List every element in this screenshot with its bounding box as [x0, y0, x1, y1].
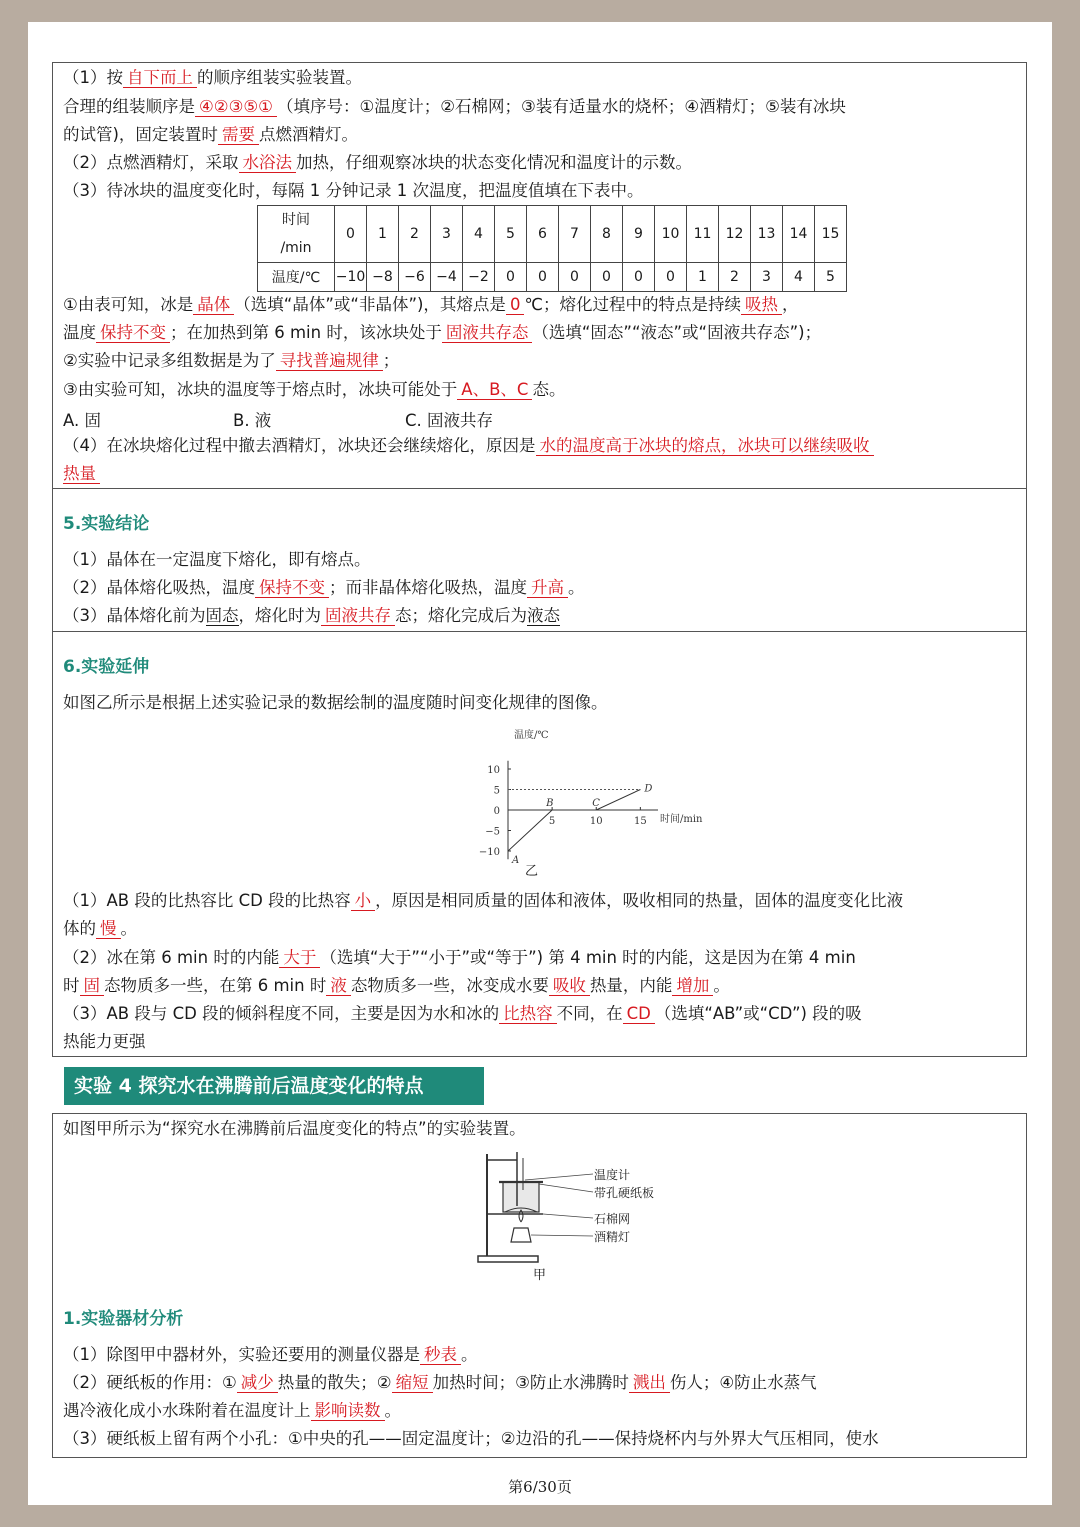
temp-cell: 0 — [623, 263, 655, 292]
temperature-table — [257, 205, 847, 292]
point-label-d: D — [644, 783, 653, 795]
text: 加热时间；③防止水沸腾时 — [432, 1373, 629, 1392]
answer-fill: 保持不变 — [255, 578, 329, 598]
answer-fill: 溅出 — [629, 1373, 670, 1393]
text: 热量，内能 — [589, 976, 673, 995]
conclusion-1-line — [63, 294, 798, 316]
extension-line-6 — [63, 1031, 146, 1053]
temp-cell: −2 — [463, 263, 495, 292]
point-label-a: A — [512, 855, 520, 866]
extension-line-5 — [63, 1003, 862, 1025]
text: /min — [280, 240, 312, 256]
point-label-b: B — [546, 798, 554, 809]
step-3-line — [63, 180, 643, 202]
conclusion-line-2 — [63, 577, 585, 599]
answer-fill: 大于 — [279, 948, 320, 968]
answer-fill: 吸收 — [549, 976, 590, 996]
text: （3）待冰块的温度变化时，每隔 1 分钟记录 1 次温度，把温度值填在下表中。 — [63, 181, 644, 200]
answer-fill: 吸热 — [741, 295, 782, 315]
time-cell: 14 — [783, 206, 815, 263]
text: （1）除图甲中器材外，实验还要用的测量仪器是 — [63, 1345, 420, 1364]
section-title: 6.实验延伸 — [63, 657, 150, 677]
x-axis-label: 时间/min — [660, 814, 703, 825]
text: 。 — [568, 578, 585, 597]
text: 如图甲所示为“探究水在沸腾前后温度变化的特点”的实验装置。 — [63, 1119, 526, 1138]
option-c: C. 固液共存 — [405, 411, 494, 430]
answer-fill: 固液共存 — [321, 606, 395, 626]
y-tick-label: 0 — [493, 806, 500, 817]
text: 遇冷液化成小水珠附着在温度计上 — [63, 1401, 311, 1420]
assembly-order-line-2 — [63, 124, 358, 146]
text: （1）按 — [63, 68, 123, 87]
answer-fill: 增加 — [672, 976, 713, 996]
temp-cell: 4 — [783, 263, 815, 292]
time-cell: 12 — [719, 206, 751, 263]
answer-fill: 固 — [80, 976, 105, 996]
answer-fill: 慢 — [96, 919, 121, 939]
text: ， — [781, 295, 799, 314]
text: 。 — [713, 976, 730, 995]
text: 温度 — [63, 323, 96, 342]
conclusion-line-3 — [63, 605, 560, 627]
text: 固态 — [205, 606, 239, 625]
text: 态物质多一些，冰变成水要 — [350, 976, 549, 995]
series-line — [508, 790, 640, 852]
text: 态物质多一些，在第 6 min 时 — [104, 976, 327, 995]
text: 热能力更强 — [63, 1032, 146, 1051]
temperature-time-chart — [418, 724, 703, 884]
x-tick-label: 10 — [589, 816, 603, 827]
time-cell: 4 — [463, 206, 495, 263]
time-cell: 7 — [559, 206, 591, 263]
time-cell: 5 — [495, 206, 527, 263]
answer-fill: 比热容 — [499, 1004, 557, 1024]
text: 的试管)，固定装置时 — [63, 125, 218, 144]
text: 态。 — [532, 380, 566, 399]
temp-cell: 2 — [719, 263, 751, 292]
text: ①由表可知，冰是 — [63, 295, 194, 314]
time-cell: 1 — [367, 206, 399, 263]
answer-fill: A、B、C — [457, 380, 532, 400]
answer-fill: 固液共存态 — [442, 323, 533, 343]
conclusion-1-line-2 — [63, 322, 821, 344]
text: ，熔化时为 — [238, 606, 321, 625]
text: （2）冰在第 6 min 时的内能 — [63, 948, 280, 967]
step-1-line — [63, 67, 362, 89]
y-tick-label: −5 — [485, 826, 500, 838]
experiment-4-box — [52, 1113, 1027, 1458]
text: （选填“AB”或“CD”) 段的吸 — [654, 1004, 862, 1023]
answer-fill: 水浴法 — [239, 153, 297, 173]
answer-fill: 小 — [351, 891, 376, 911]
time-cell: 3 — [431, 206, 463, 263]
extension-box — [52, 631, 1027, 1057]
option-b: B. 液 — [233, 411, 272, 430]
time-cell: 8 — [591, 206, 623, 263]
text: 。 — [461, 1345, 478, 1364]
text: 时 — [63, 976, 80, 995]
label-alcohol-lamp: 酒精灯 — [594, 1230, 631, 1244]
text: （2）点燃酒精灯，采取 — [63, 153, 239, 172]
section-title: 1.实验器材分析 — [63, 1309, 184, 1329]
time-cell: 2 — [399, 206, 431, 263]
text: ②实验中记录多组数据是为了 — [63, 351, 276, 370]
x-tick-label: 5 — [548, 816, 556, 827]
text: ③由实验可知，冰块的温度等于熔点时，冰块可能处于 — [63, 380, 458, 399]
text: 合理的组装顺序是 — [63, 97, 195, 116]
extension-intro — [63, 692, 608, 714]
answer-fill: 0 — [506, 295, 525, 315]
text: 伤人；④防止水蒸气 — [669, 1373, 817, 1392]
text: （1）晶体在一定温度下熔化，即有熔点。 — [63, 550, 371, 569]
temp-header: 温度/℃ — [258, 263, 335, 292]
temp-cell: 0 — [591, 263, 623, 292]
text: 加热，仔细观察冰块的状态变化情况和温度计的示数。 — [296, 153, 692, 172]
extension-line-3 — [63, 947, 856, 969]
text: （选填“大于”“小于”或“等于”) 第 4 min 时的内能，这是因为在第 4 min — [320, 948, 856, 967]
answer-fill: 缩短 — [392, 1373, 433, 1393]
label-thermometer: 温度计 — [594, 1168, 631, 1182]
answer-fill: 秒表 — [420, 1345, 461, 1365]
temp-cell: −10 — [335, 263, 367, 292]
equipment-line-2 — [63, 1372, 817, 1394]
text: 时间 — [282, 212, 310, 228]
page-number: 第6/30页 — [508, 1478, 572, 1496]
x-tick-label: 15 — [633, 816, 647, 827]
text: 热量的散失；② — [277, 1373, 392, 1392]
answer-fill: 晶体 — [193, 295, 234, 315]
text: （选填“晶体”或“非晶体”)，其熔点是 — [234, 295, 506, 314]
option-a: A. 固 — [63, 411, 101, 430]
text: （选填“固态”“液态”或“固液共存态”)； — [532, 323, 822, 342]
equipment-line-1 — [63, 1344, 478, 1366]
temp-cell: 3 — [751, 263, 783, 292]
temp-cell: −8 — [367, 263, 399, 292]
text: （3）AB 段与 CD 段的倾斜程度不同，主要是因为水和冰的 — [63, 1004, 500, 1023]
extension-line-1 — [63, 890, 903, 912]
text: ℃；熔化过程中的特点是持续 — [524, 295, 741, 314]
text: ；在加热到第 6 min 时，该冰块处于 — [170, 323, 442, 342]
text: （3）晶体熔化前为 — [63, 606, 206, 625]
answer-fill: 减少 — [237, 1373, 278, 1393]
time-cell: 10 — [655, 206, 687, 263]
answer-fill: 液 — [326, 976, 351, 996]
temp-cell: 1 — [687, 263, 719, 292]
equipment-line-3 — [63, 1400, 401, 1422]
time-cell: 0 — [335, 206, 367, 263]
time-header — [258, 206, 335, 263]
answer-fill: 寻找普遍规律 — [276, 351, 383, 371]
assembly-order-line — [63, 96, 846, 118]
text: 液态 — [527, 606, 560, 625]
text: （填序号：①温度计；②石棉网；③装有适量水的烧杯；④酒精灯；⑤装有冰块 — [276, 97, 846, 116]
conclusion-line-1 — [63, 549, 371, 571]
text: 体的 — [63, 919, 96, 938]
answer-fill: ④②③⑤① — [195, 97, 277, 117]
answer-fill: 升高 — [527, 578, 568, 598]
time-cell: 9 — [623, 206, 655, 263]
table-row — [258, 263, 847, 292]
experiment-4-title: 实验 4 探究水在沸腾前后温度变化的特点 — [64, 1067, 484, 1105]
text: 态；熔化完成后为 — [395, 606, 527, 625]
text: （3）硬纸板上留有两个小孔：①中央的孔——固定温度计；②边沿的孔——保持烧杯内与外界大气压相同，使水 — [63, 1429, 879, 1448]
answer-fill: 需要 — [218, 125, 259, 145]
text: （2）硬纸板的作用：① — [63, 1373, 237, 1392]
answer-fill: 保持不变 — [96, 323, 170, 343]
temp-cell: 0 — [559, 263, 591, 292]
answer-fill: CD — [623, 1004, 655, 1024]
y-tick-label: 10 — [487, 765, 500, 776]
text: 的顺序组装实验装置。 — [197, 68, 362, 87]
conclusion-2-line — [63, 350, 399, 372]
text: ，原因是相同质量的固体和液体，吸收相同的热量，固体的温度变化比液 — [375, 891, 904, 910]
text: ；而非晶体熔化吸热，温度 — [329, 578, 527, 597]
step-4-line-2 — [63, 463, 100, 485]
temp-cell: −6 — [399, 263, 431, 292]
time-cell: 15 — [815, 206, 847, 263]
answer-fill: 影响读数 — [311, 1401, 385, 1421]
extension-line-2 — [63, 918, 137, 940]
y-axis-label: 温度/℃ — [514, 730, 549, 741]
text: 如图乙所示是根据上述实验记录的数据绘制的温度随时间变化规律的图像。 — [63, 693, 608, 712]
temp-cell: 5 — [815, 263, 847, 292]
conclusion-3-line — [63, 379, 565, 401]
time-cell: 11 — [687, 206, 719, 263]
chart-caption: 乙 — [525, 864, 539, 879]
label-cardboard: 带孔硬纸板 — [594, 1186, 655, 1200]
point-label-c: C — [592, 798, 600, 809]
equipment-line-4 — [63, 1428, 879, 1450]
boiling-apparatus-figure — [473, 1150, 663, 1268]
text: 。 — [384, 1401, 401, 1420]
text: ； — [382, 351, 400, 370]
text: （4）在冰块熔化过程中撤去酒精灯，冰块还会继续熔化，原因是 — [63, 436, 536, 455]
conclusion-box — [52, 488, 1027, 632]
temp-cell: −4 — [431, 263, 463, 292]
step-2-line — [63, 152, 692, 174]
text: 。 — [120, 919, 137, 938]
table-row — [258, 206, 847, 263]
temp-cell: 0 — [655, 263, 687, 292]
text: 点燃酒精灯。 — [258, 125, 358, 144]
answer-fill: 热量 — [63, 464, 100, 484]
text: （1）AB 段的比热容比 CD 段的比热容 — [63, 891, 351, 910]
step-4-line — [63, 435, 874, 457]
answer-fill: 水的温度高于冰块的熔点，冰块可以继续吸收 — [536, 436, 874, 456]
y-tick-label: 5 — [493, 785, 500, 797]
experiment-steps-box — [52, 62, 1027, 489]
temp-cell: 0 — [495, 263, 527, 292]
time-cell: 13 — [751, 206, 783, 263]
time-cell: 6 — [527, 206, 559, 263]
experiment-4-intro — [63, 1118, 526, 1140]
text: （2）晶体熔化吸热，温度 — [63, 578, 255, 597]
label-asbestos-net: 石棉网 — [594, 1212, 631, 1226]
text: 不同，在 — [556, 1004, 623, 1023]
figure-caption: 甲 — [533, 1268, 547, 1283]
y-tick-label: −10 — [478, 847, 500, 858]
section-title: 5.实验结论 — [63, 514, 150, 534]
temp-cell: 0 — [527, 263, 559, 292]
answer-fill: 自下而上 — [123, 68, 197, 88]
extension-line-4 — [63, 975, 730, 997]
